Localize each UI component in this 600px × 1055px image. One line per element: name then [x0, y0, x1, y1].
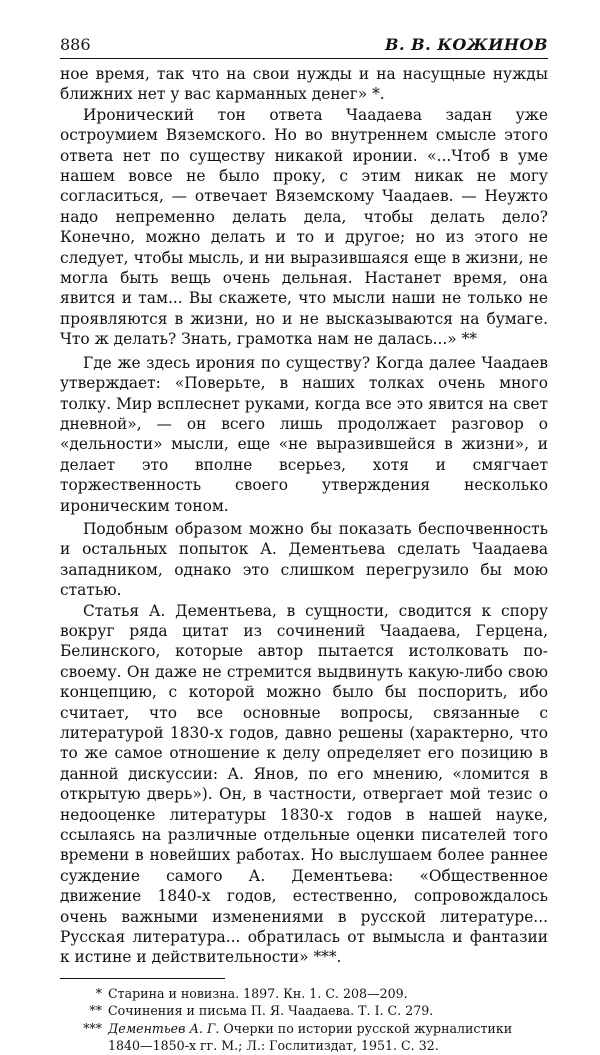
footnote-body [108, 1020, 548, 1055]
paragraph: Иронический тон ответа Чаадаева задан уже остроумием Вяземского. Но во внутреннем смысле этого ответа нет по существу никакой иронии. «...Чтоб в уме нашем вовсе не было проку, с этим никак не могу согласиться, — отвечает Вяземскому Чаадаев. — Неужто надо непременно делать дела, чтобы делать дело? Конечно, можно делать и то и другое; но из этого не следует, чтобы мысль, и ни выразившаяся еще в жизни, не могла быть вещь очень дельная. Настанет время, она явится и там... Вы скажете, что мысли наши не только не проявляются в жизни, но и не высказываются на бумаге. Что ж делать? Знать, грамотка нам не далась...» ** [60, 105, 548, 349]
paragraph-continuation: ное время, так что на свои нужды и на насущные нужды ближних нет у вас карманных денег» *. [60, 65, 548, 104]
paragraph: Где же здесь ирония по существу? Когда далее Чаадаев утверждает: «Поверьте, в наших толках очень много толку. Мир всплеснет руками, когда все это явится на свет дневной», — он всего лишь продолжает разговор о «дельности» мысли, еще «не выразившейся в жизни», и делает это вполне всерьез, хотя и смягчает торжественность своего утверждения несколько ироническим тоном. [60, 353, 548, 515]
running-head-author: В. В. КОЖИНОВ [384, 35, 548, 54]
footnote-mark: *** [83, 1020, 102, 1036]
footnote-author: Дементьев А. Г. [108, 1020, 220, 1036]
footnote-divider [60, 978, 225, 979]
footnote [60, 1020, 548, 1055]
body-text [60, 64, 548, 968]
page-header [60, 36, 548, 59]
paragraph: Статья А. Дементьева, в сущности, сводится к спору вокруг ряда цитат из сочинений Чаадаева, Герцена, Белинского, которые автор пытается истолковать по-своему. Он даже не стремится выдвинуть какую-либо свою концепцию, с которой можно было бы поспорить, ибо считает, что все основные вопросы, связанные с литературой 1830-х годов, давно решены (характерно, что то же самое отношение к делу определяет его позицию в данной дискуссии: А. Янов, по его мнению, «ломится в открытую дверь»). Он, в частности, отвергает мой тезис о недооценке литературы 1830-х годов в нашей науке, ссылаясь на различные отдельные оценки писателей того времени в новейших работах. Но выслушаем более раннее суждение самого А. Дементьева: «Общественное движение 1840-х годов, естественно, сопровождалось очень важными изменениями в русской литературе... Русская литература... обратилась от вымысла и фантазии к истине и действительности» ***. [60, 601, 548, 967]
page [60, 36, 548, 1055]
footnote-text: Сочинения и письма П. Я. Чаадаева. Т. I. С. 279. [108, 1003, 434, 1019]
footnote-mark: ** [89, 1003, 102, 1019]
page-number: 886 [60, 35, 91, 54]
footnote-text: Старина и новизна. 1897. Кн. 1. С. 208—209. [108, 985, 408, 1001]
footnotes [60, 985, 548, 1055]
footnote [60, 985, 548, 1003]
footnote-mark: * [95, 985, 102, 1001]
footnote [60, 1002, 548, 1020]
paragraph: Подобным образом можно бы показать беспочвенность и остальных попыток А. Дементьева сделать Чаадаева западником, однако это слишком перегрузило бы мою статью. [60, 519, 548, 600]
footnote-text: Очерки по истории русской журналистики 1840—1850-х гг. М.; Л.: Гослитиздат, 1951. С. 32. [108, 1020, 513, 1054]
